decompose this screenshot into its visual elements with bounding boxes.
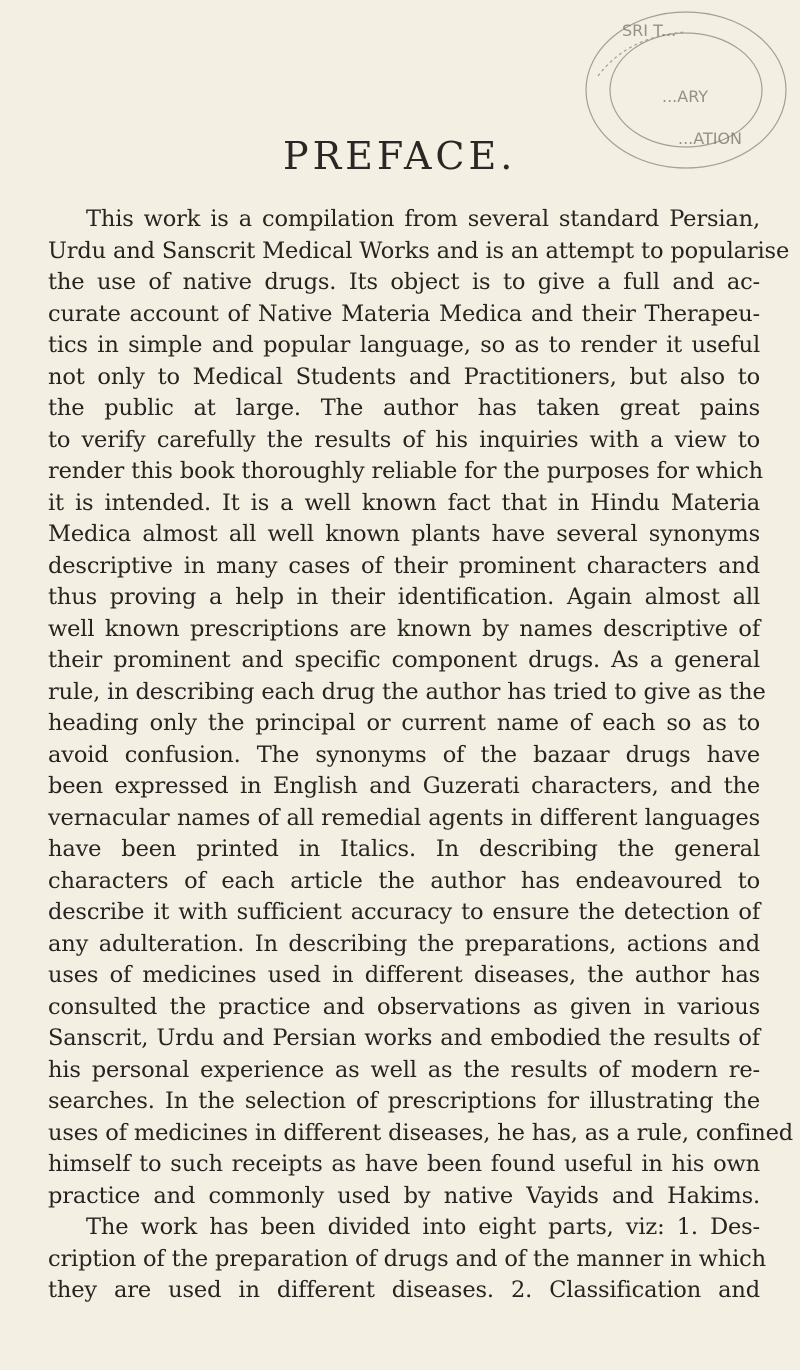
- text-line: himself to such receipts as have been found useful in his own: [48, 1151, 760, 1177]
- text-line: to verify carefully the results of his inquiries with a view to: [48, 426, 760, 453]
- text-line: cription of the preparation of drugs and of the manner in which: [48, 1245, 766, 1272]
- text-line: been expressed in English and Guzerati characters, and the: [48, 773, 760, 799]
- page-title: PREFACE.: [283, 134, 517, 178]
- text-line: the use of native drugs. Its object is to give a full and ac-: [48, 269, 760, 295]
- text-line: This work is a compilation from several standard Persian,: [86, 206, 760, 232]
- text-line: they are used in different diseases. 2. Classification and: [48, 1277, 760, 1303]
- text-line: it is intended. It is a well known fact that in Hindu Materia: [48, 489, 760, 516]
- text-line: vernacular names of all remedial agents in different languages: [48, 804, 760, 831]
- text-line: well known prescriptions are known by names descriptive of: [48, 615, 760, 642]
- text-line: searches. In the selection of prescriptions for illustrating the: [48, 1088, 760, 1114]
- text-line: consulted the practice and observations as given in various: [48, 993, 760, 1020]
- text-line: heading only the principal or current name of each so as to: [48, 710, 760, 736]
- text-line: rule, in describing each drug the author has tried to give as the: [48, 678, 766, 705]
- svg-text:SRI T...: SRI T...: [622, 21, 677, 40]
- preface-body: [48, 204, 794, 1307]
- text-line: practice and commonly used by native Vayids and Hakims.: [48, 1182, 760, 1209]
- text-line: tics in simple and popular language, so as to render it useful: [48, 332, 760, 358]
- text-line: avoid confusion. The synonyms of the bazaar drugs have: [48, 741, 760, 768]
- text-line: his personal experience as well as the results of modern re-: [48, 1056, 760, 1083]
- text-line: Medica almost all well known plants have several synonyms: [48, 521, 760, 547]
- text-line: the public at large. The author has taken great pains: [48, 395, 760, 421]
- svg-text:...ARY: ...ARY: [662, 87, 709, 106]
- text-line: The work has been divided into eight parts, viz: 1. Des-: [86, 1214, 760, 1240]
- text-line: Urdu and Sanscrit Medical Works and is an attempt to popularise: [48, 237, 790, 264]
- text-line: curate account of Native Materia Medica and their Therapeu-: [48, 300, 760, 327]
- text-line: descriptive in many cases of their prominent characters and: [48, 552, 760, 579]
- text-line: describe it with sufficient accuracy to ensure the detection of: [48, 899, 760, 925]
- text-line: uses of medicines in different diseases, he has, as a rule, confined: [48, 1119, 794, 1146]
- text-line: have been printed in Italics. In describing the general: [48, 836, 760, 862]
- text-line: characters of each article the author has endeavoured to: [48, 867, 760, 894]
- text-line: their prominent and specific component drugs. As a general: [48, 647, 760, 673]
- text-line: Sanscrit, Urdu and Persian works and embodied the results of: [48, 1025, 760, 1051]
- text-line: thus proving a help in their identification. Again almost all: [48, 584, 760, 610]
- text-line: render this book thoroughly reliable for the purposes for which: [48, 458, 763, 484]
- text-line: not only to Medical Students and Practitioners, but also to: [48, 363, 760, 390]
- text-line: any adulteration. In describing the preparations, actions and: [48, 930, 760, 957]
- svg-text:...ATION: ...ATION: [678, 129, 743, 148]
- library-stamp: [558, 6, 794, 186]
- text-line: uses of medicines used in different diseases, the author has: [48, 962, 760, 988]
